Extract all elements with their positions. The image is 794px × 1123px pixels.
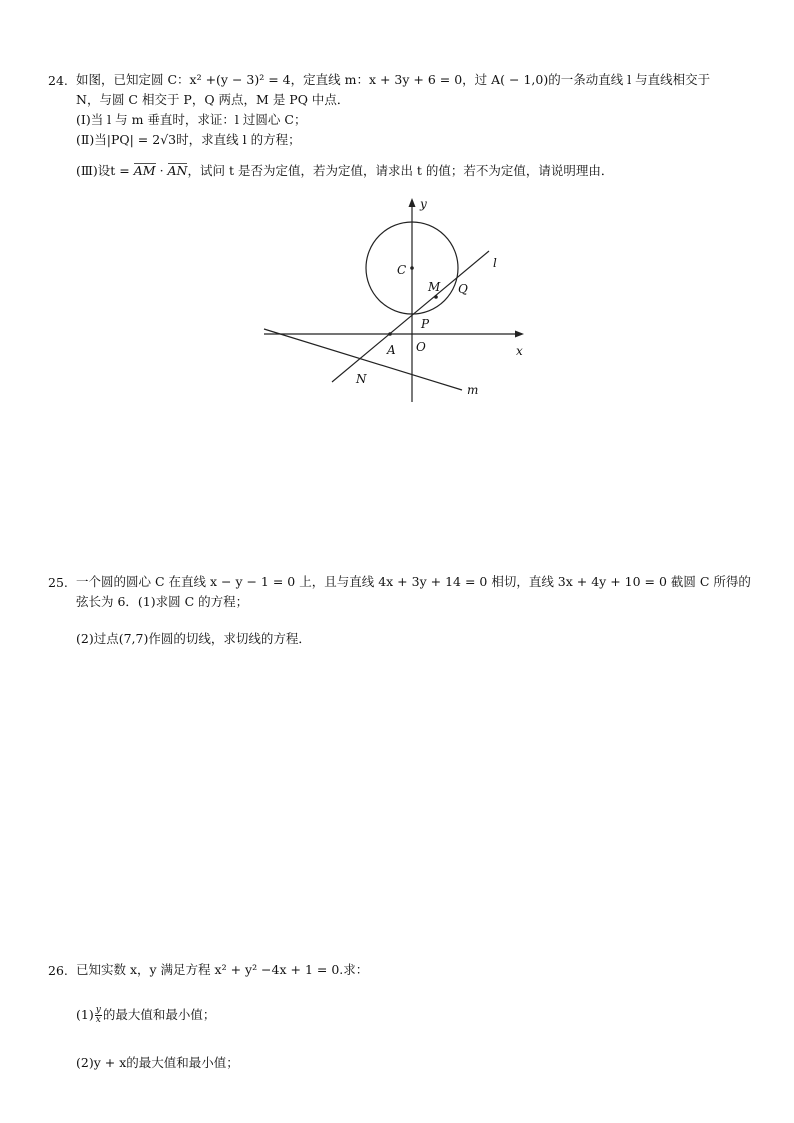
question-25-part2: (2)过点(7,7)作圆的切线，求切线的方程． (76, 631, 311, 646)
vector-am: AM (133, 163, 156, 178)
y-axis-arrow (409, 198, 416, 207)
fraction-numerator: y (95, 1005, 101, 1015)
part1-prefix: (1) (76, 1007, 94, 1022)
question-26-part2: (2)y + x的最大值和最小值； (76, 1055, 239, 1070)
label-c: C (397, 263, 407, 277)
question-25-stem-line1: 一个圆的圆心 C 在直线 x − y − 1 = 0 上，且与直线 4x + 3y + 14 = 0 相切，直线 3x + 4y + 10 = 0 截圆 C 所得的 (76, 574, 751, 589)
question-24-part2: (Ⅱ)当|PQ| = 2√3时，求直线 l 的方程； (76, 132, 301, 147)
question-24-stem-line2: N，与圆 C 相交于 P，Q 两点，M 是 PQ 中点． (76, 92, 350, 107)
part1-suffix: 的最大值和最小值； (102, 1007, 216, 1022)
label-q: Q (458, 282, 468, 296)
question-24-stem-line1: 如图，已知定圆 C：x² +(y − 3)² = 4，定直线 m：x + 3y + 6 = 0，过 A( − 1,0)的一条动直线 l 与直线相交于 (76, 72, 711, 87)
fraction-y-over-x (95, 1006, 102, 1025)
point-m (434, 295, 438, 299)
question-25-stem-line2: 弦长为 6．(1)求圆 C 的方程； (76, 594, 249, 609)
point-a (388, 332, 392, 336)
question-24-figure (258, 195, 533, 405)
label-x: x (516, 344, 523, 358)
fraction-denominator: x (95, 1015, 101, 1025)
part3-prefix: (Ⅲ)设t = (76, 163, 134, 178)
label-a: A (387, 343, 396, 357)
line-l (332, 251, 489, 382)
part3-suffix: ，试问 t 是否为定值，若为定值，请求出 t 的值；若不为定值，请说明理由． (187, 163, 614, 178)
question-26-number: 26. (48, 963, 68, 978)
label-o: O (416, 340, 426, 354)
point-c (410, 266, 414, 270)
question-26-stem: 已知实数 x，y 满足方程 x² + y² −4x + 1 = 0.求： (76, 962, 369, 977)
question-24-part3 (76, 162, 613, 180)
vector-an: AN (167, 163, 188, 178)
label-y: y (420, 197, 427, 211)
question-24-part1: (Ⅰ)当 l 与 m 垂直时，求证：l 过圆心 C； (76, 112, 307, 127)
label-m: M (428, 280, 441, 294)
question-24-number: 24. (48, 73, 68, 88)
dot-operator: · (155, 163, 168, 178)
label-p: P (421, 317, 430, 331)
x-axis-arrow (515, 331, 524, 338)
question-25-number: 25. (48, 575, 68, 590)
label-n: N (356, 372, 367, 386)
label-m-line: m (467, 383, 479, 397)
question-26-part1 (76, 1006, 215, 1025)
label-l: l (493, 256, 497, 270)
